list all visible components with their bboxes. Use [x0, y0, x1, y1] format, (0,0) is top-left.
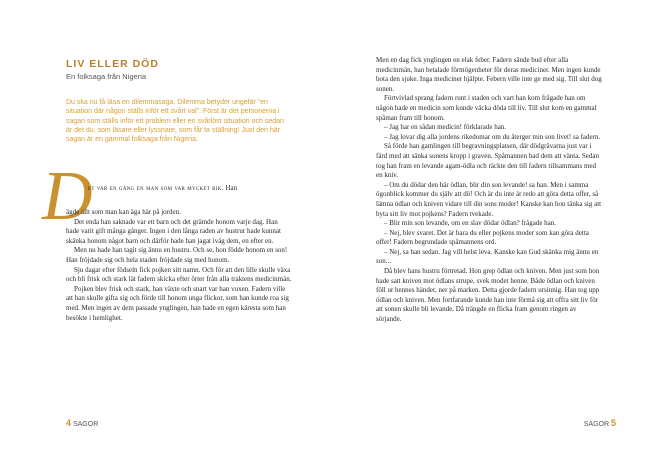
opening-line [88, 184, 293, 194]
running-footer: SAGOR [72, 421, 99, 428]
page-number: 5 [610, 418, 616, 428]
paragraph: Då blev hans hustru förtretad. Hon grep ödlan och kniven. Men just som hon hade satt kniven mot ödlans strupe, svek modet henne. Både ödlan och kniven föll ur hennes händer, ner på marken. Detta gjorde fadern ursinnig. Han tog upp ödlan och kniven. Men fortfarande kunde han inte förmå sig att offra sitt liv för att sonen skulle bli levande. Då trängde en flicka fram genom ringen av sörjande. [376, 267, 600, 324]
intro-paragraph: Du ska nu få läsa en dilemmasaga. Dilemma betyder ungefär ”en situation där någon ställs inför ett svårt val”. Först är det personerna i sagan som ställs inför ett problem eller en svårlöst situation och sedan är det du, som läsare eller lyssnare, som får ta ställning! Just den här sagan är en gammal folksaga från Nigeria. [66, 99, 284, 144]
page-number: 4 [66, 418, 72, 428]
paragraph: Men nu hade han tagit sig ännu en hustru. Och se, hon födde honom en son! Han fröjdade sig och hela staden fröjdade sig med honom. [66, 246, 288, 264]
paragraph: – Blir min son levande, om en slav dödar ödlan? frågade han. [384, 219, 557, 228]
page-number-left [66, 418, 98, 428]
left-body-text [66, 208, 292, 323]
paragraph: – Jag har en sådan medicin! förklarade han. [384, 123, 507, 132]
paragraph: – Om du dödar den här ödlan, blir din son levande! sa han. Men i samma ögonblick kommer du själv att dö! Och är du inte är redo att göra detta offer, så lämna ödlan och kniven vidare till din sons moder! Kanske kan hon tänka sig att byta sitt liv mot pojkens? Fadern tvekade. [376, 180, 602, 218]
opening-small-caps: et var en gång en man som var mycket rik. [88, 184, 224, 192]
drop-cap: D [42, 158, 93, 235]
right-page [323, 0, 646, 453]
paragraph: Sju dagar efter födseln fick pojken sitt namn. Och för att den lille skulle växa och bli frisk och stark lät fadern skicka efter örter från alla traktens medicinmän. [66, 265, 292, 284]
paragraph: Förtvivlad sprang fadern runt i staden och vart han kom frågade han om någon hade en medicin som kunde väcka döda till liv. Till slut kom en gammal spåman fram till honom. [376, 94, 597, 122]
running-footer: SAGOR [583, 421, 610, 428]
paragraph: Pojken blev frisk och stark, han växte och snart var han vuxen. Fadern ville att han skulle gifta sig och förde till honom unga flickor, som han kunde roa sig med. Men ingen av dem passade ynglingen, han hade en egen käresta som han besökte i hemlighet. [66, 284, 289, 322]
story-subtitle: En folksaga från Nigeria [66, 72, 147, 81]
story-title: LIV ELLER DÖD [66, 58, 159, 70]
right-body-text [376, 56, 602, 325]
paragraph: Så förde han gamlingen till begravningsplatsen, där dödgrävarna just var i färd med att sänka sonens kropp i graven. Spåmannen bad dem att vänta. Sedan tog han fram en levande agam-ödla och räckte den till fadern tillsammans med en kniv. [376, 142, 599, 180]
paragraph: – Nej, sa han sedan. Jag vill helst leva. Kanske kan Gud skänka mig ännu en son... [376, 247, 599, 266]
paragraph: – Nej, blev svaret. Det är bara du eller pojkens moder som kan göra detta offer! Fadern begrundade spåmannens ord. [376, 228, 589, 247]
paragraph: – Jag lovar dig alla jordens rikedomar om du återger min son livet! sa fadern. [384, 132, 601, 141]
paragraph: Det enda han saknade var ett barn och det grämde honom varje dag. Han hade varit gift många gånger. Ingen i den långa raden av hustrur hade kunnat skänka honom något barn och därför hade han jagat iväg dem, en efter en. [66, 217, 281, 245]
opening-rest: Han [223, 184, 238, 192]
paragraph: Men en dag fick ynglingen en elak feber. Fadern sände bud efter alla medicinmän, han betalade förmögenheter för deras mediciner. Men ingen kunde bota den sjuke. Inga mediciner hjälpte. Febern ville inte ge med sig. Till slut dog sonen. [376, 56, 602, 93]
page-number-right [584, 418, 616, 428]
paragraph: ägde allt som man kan äga här på jorden. [66, 208, 181, 216]
